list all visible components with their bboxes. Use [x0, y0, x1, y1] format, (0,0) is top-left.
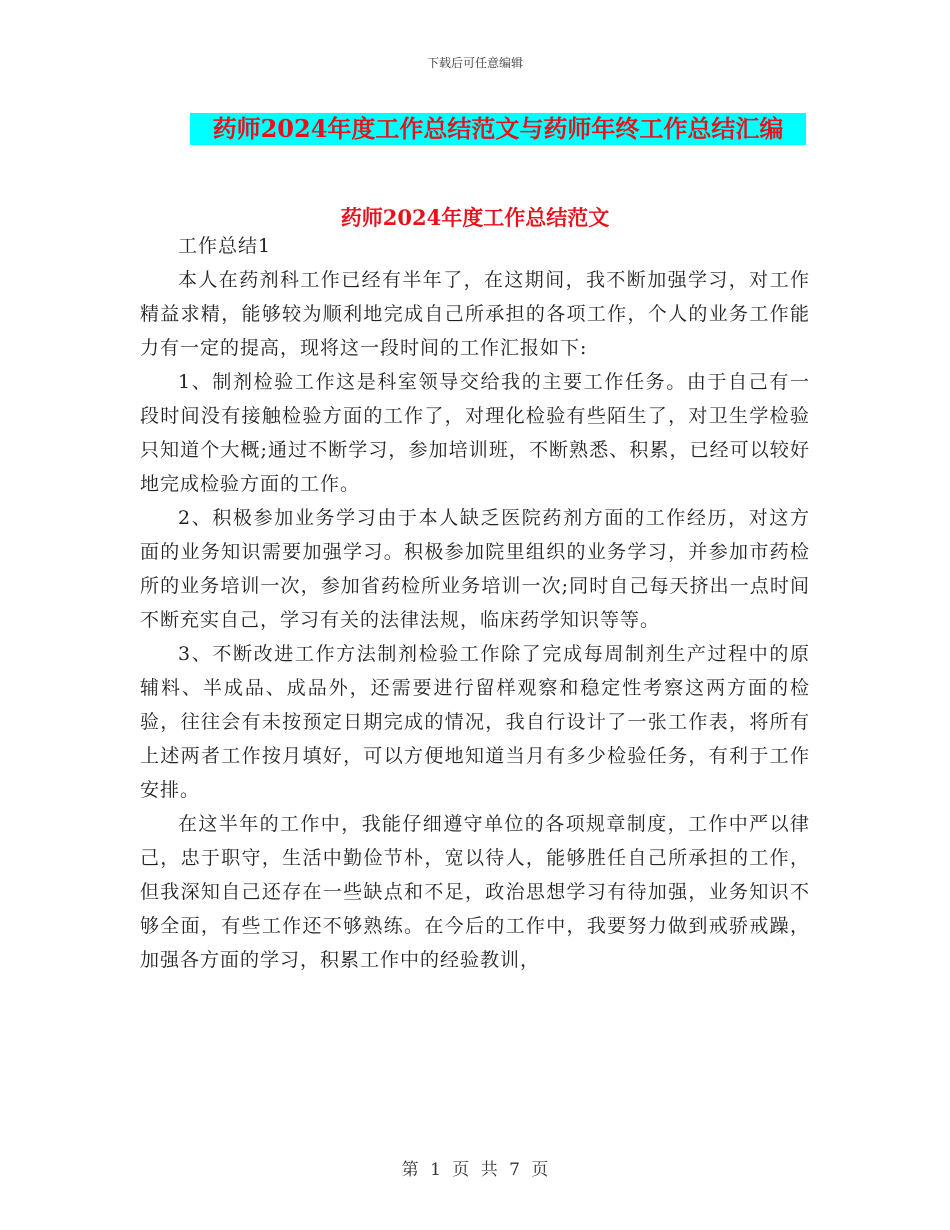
- document-main-title: 药师2024年度工作总结范文与药师年终工作总结汇编: [190, 113, 806, 145]
- page-footer: 第 1 页 共 7 页: [401, 1160, 549, 1180]
- document-body: [140, 229, 810, 977]
- body-paragraph: 在这半年的工作中，我能仔细遵守单位的各项规章制度，工作中严以律己，忠于职守，生活中勤俭节朴，宽以待人，能够胜任自己所承担的工作，但我深知自己还存在一些缺点和不足，政治思想学习有待加强，业务知识不够全面，有些工作还不够熟练。在今后的工作中，我要努力做到戒骄戒躁，加强各方面的学习，积累工作中的经验教训，: [140, 813, 810, 971]
- document-sub-title: 药师2024年度工作总结范文: [340, 205, 610, 230]
- body-paragraph: 3、不断改进工作方法制剂检验工作除了完成每周制剂生产过程中的原辅料、半成品、成品外，还需要进行留样观察和稳定性考察这两方面的检验，往往会有未按预定日期完成的情况，我自行设计了一张工作表，将所有上述两者工作按月填好，可以方便地知道当月有多少检验任务，有利于工作安排。: [140, 643, 810, 801]
- body-paragraph: 本人在药剂科工作已经有半年了，在这期间，我不断加强学习，对工作精益求精，能够较为顺利地完成自己所承担的各项工作，个人的业务工作能力有一定的提高，现将这一段时间的工作汇报如下:: [140, 269, 810, 359]
- body-paragraph: 2、积极参加业务学习由于本人缺乏医院药剂方面的工作经历，对这方面的业务知识需要加强学习。积极参加院里组织的业务学习，并参加市药检所的业务培训一次，参加省药检所业务培训一次;同时自己每天挤出一点时间不断充实自己，学习有关的法律法规，临床药学知识等等。: [140, 507, 810, 631]
- body-paragraph: 1、制剂检验工作这是科室领导交给我的主要工作任务。由于自己有一段时间没有接触检验方面的工作了，对理化检验有些陌生了，对卫生学检验只知道个大概;通过不断学习，参加培训班，不断熟悉、积累，已经可以较好地完成检验方面的工作。: [140, 371, 810, 495]
- page-header: 下载后可任意编辑: [426, 56, 523, 70]
- section-label: 工作总结1: [178, 235, 272, 257]
